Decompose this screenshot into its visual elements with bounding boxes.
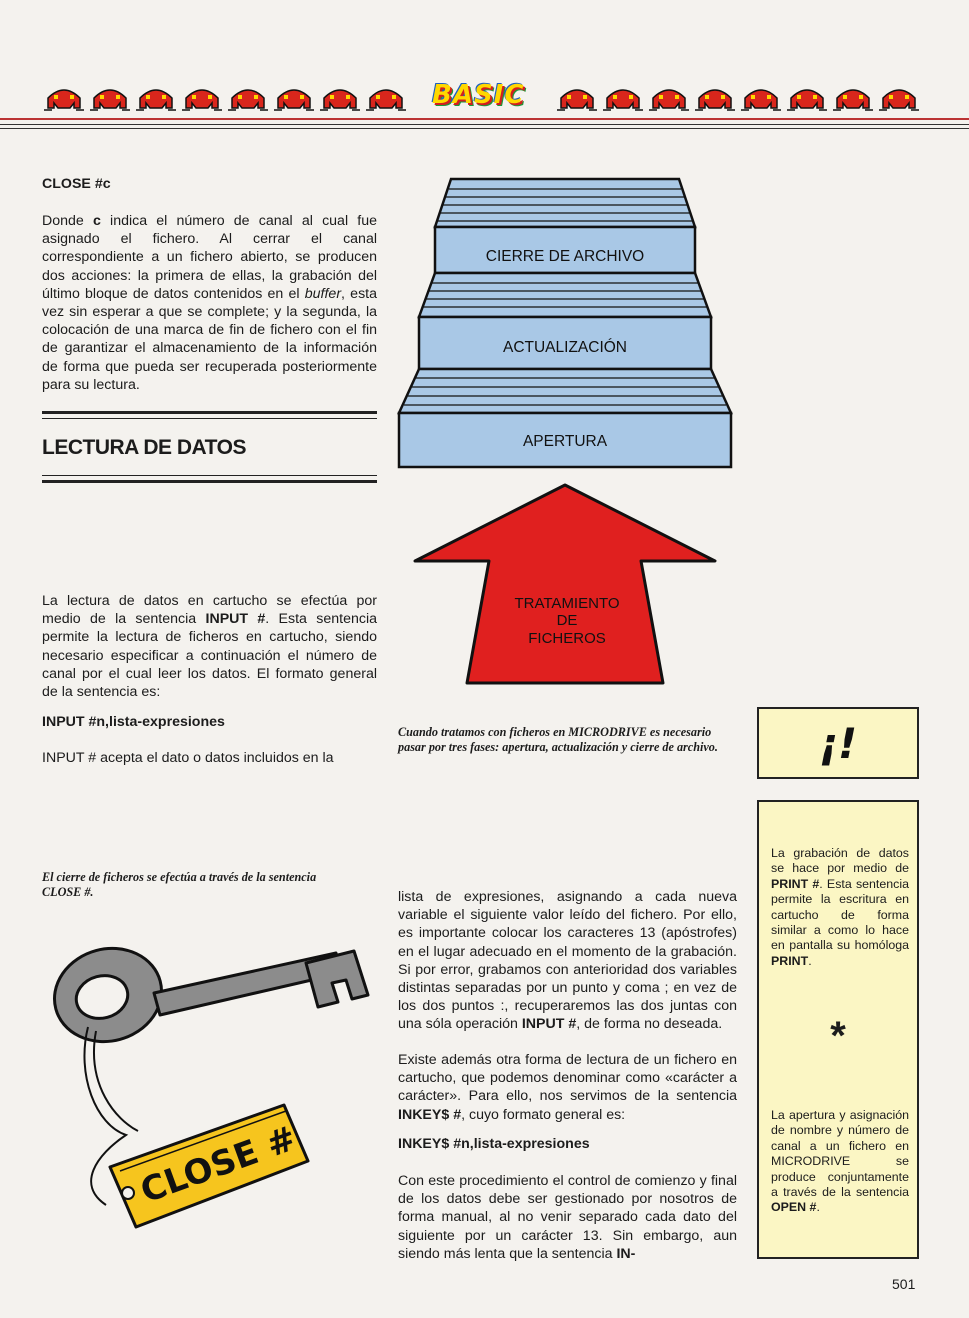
invader-icon bbox=[557, 90, 597, 110]
arrow-label: TRATAMIENTO bbox=[514, 595, 620, 612]
invader-icon bbox=[136, 90, 176, 110]
note-open: La apertura y asignación de nombre y número de canal a un fichero en MICRODRIVE se produce conjuntamente a través de la sentencia OPEN #. bbox=[771, 1108, 909, 1215]
notes-box bbox=[757, 800, 919, 1259]
step-actualizacion bbox=[419, 273, 711, 369]
exclaim-box bbox=[757, 707, 919, 779]
input-format: INPUT #n,lista-expresiones bbox=[42, 714, 225, 730]
key-tag-label: CLOSE # bbox=[135, 1118, 302, 1212]
processing-arrow bbox=[415, 485, 715, 683]
middle-paragraph-1: lista de expresiones, asignando a cada nueva variable el siguiente valor leído del fichero. Por ello, es importante colocar los caracteres 13 (apóstrofes) en el lugar adecuado en el momento de la grabación. Si por error, grabamos con anterioridad dos variables distintas separadas por un punto y coma ; en vez de los dos puntos :, recuperaremos las dos juntas con una sóla operación INPUT #, de forma no deseada. bbox=[398, 889, 737, 1033]
section-rule bbox=[42, 480, 377, 483]
arrow-label: FICHEROS bbox=[528, 630, 606, 647]
page-number: 501 bbox=[892, 1276, 916, 1292]
invader-icon bbox=[44, 90, 84, 110]
step-cierre bbox=[435, 179, 695, 273]
invader-icon bbox=[695, 90, 735, 110]
step-label: CIERRE DE ARCHIVO bbox=[485, 248, 645, 265]
invader-icon bbox=[366, 90, 406, 110]
close-paragraph: Donde c indica el número de canal al cual fue asignado el fichero. Al cerrar el canal correspondiente a un fichero abierto, se producen dos acciones: la primera de ellas, la grabación del último bloque de datos contenidos en el buffer, esta vez sin esperar a que se complete; y la segunda, la colocación de una marca de fin de fichero con el fin de garantizar el almacenamiento de la información de forma que pueda ser recuperada posteriormente para su lectura. bbox=[42, 213, 378, 393]
invader-icon bbox=[649, 90, 689, 110]
section-rule bbox=[42, 411, 377, 414]
key-caption: El cierre de ficheros se efectúa a través de la sentencia CLOSE #. bbox=[42, 870, 317, 899]
space-invaders-right bbox=[555, 84, 930, 112]
header-rule bbox=[0, 124, 969, 125]
section-rule bbox=[42, 475, 377, 476]
phases-diagram bbox=[395, 175, 740, 690]
step-label: APERTURA bbox=[522, 433, 608, 450]
step-apertura bbox=[399, 369, 731, 467]
space-invaders-left bbox=[40, 84, 420, 112]
header-rule bbox=[0, 128, 969, 129]
diagram-caption: Cuando tratamos con ficheros en MICRODRIVE es necesario pasar por tres fases: apertura, actualización y cierre de archivo. bbox=[398, 725, 718, 754]
invader-icon bbox=[182, 90, 222, 110]
invader-icon bbox=[320, 90, 360, 110]
header-rule bbox=[0, 118, 969, 120]
invader-icon bbox=[603, 90, 643, 110]
key-illustration bbox=[36, 935, 381, 1245]
invader-icon bbox=[90, 90, 130, 110]
basic-logo: BASIC bbox=[432, 80, 525, 110]
invader-icon bbox=[879, 90, 919, 110]
inkey-format: INKEY$ #n,lista-expresiones bbox=[398, 1136, 590, 1152]
invader-icon bbox=[741, 90, 781, 110]
note-print: La grabación de datos se hace por medio de PRINT #. Esta sentencia permite la escritura en cartucho de forma similar a como lo hace en pantalla su homóloga PRINT. bbox=[771, 846, 909, 968]
section-rule bbox=[42, 418, 377, 419]
asterisk-icon: * bbox=[830, 1014, 846, 1058]
lectura-paragraph: La lectura de datos en cartucho se efectúa por medio de la sentencia INPUT #. Esta sentencia permite la lectura de ficheros en cartucho, siendo necesario especificar a continuación el número de canal por el cual leer los datos. El formato general de la sentencia es: bbox=[42, 593, 377, 701]
middle-paragraph-3: Con este procedimiento el control de comienzo y final de los datos debe ser gestionado por nosotros de forma manual, al no venir separado cada dato del siguiente por un carácter 13. Sin embargo, aun siendo más lenta que la sentencia IN- bbox=[398, 1173, 737, 1262]
invader-icon bbox=[228, 90, 268, 110]
exclaim-mark: ¡! bbox=[818, 718, 858, 768]
invader-icon bbox=[787, 90, 827, 110]
arrow-label: DE bbox=[556, 612, 578, 629]
input-description: INPUT # acepta el dato o datos incluidos en la bbox=[42, 750, 334, 766]
section-title: LECTURA DE DATOS bbox=[42, 436, 246, 459]
close-heading: CLOSE #c bbox=[42, 176, 111, 192]
step-label: ACTUALIZACIÓN bbox=[502, 339, 628, 356]
middle-paragraph-2: Existe además otra forma de lectura de un fichero en cartucho, que podemos denominar como «carácter a carácter». Para ello, nos servimos de la sentencia INKEY$ #, cuyo formato general es: bbox=[398, 1052, 737, 1123]
invader-icon bbox=[274, 90, 314, 110]
invader-icon bbox=[833, 90, 873, 110]
